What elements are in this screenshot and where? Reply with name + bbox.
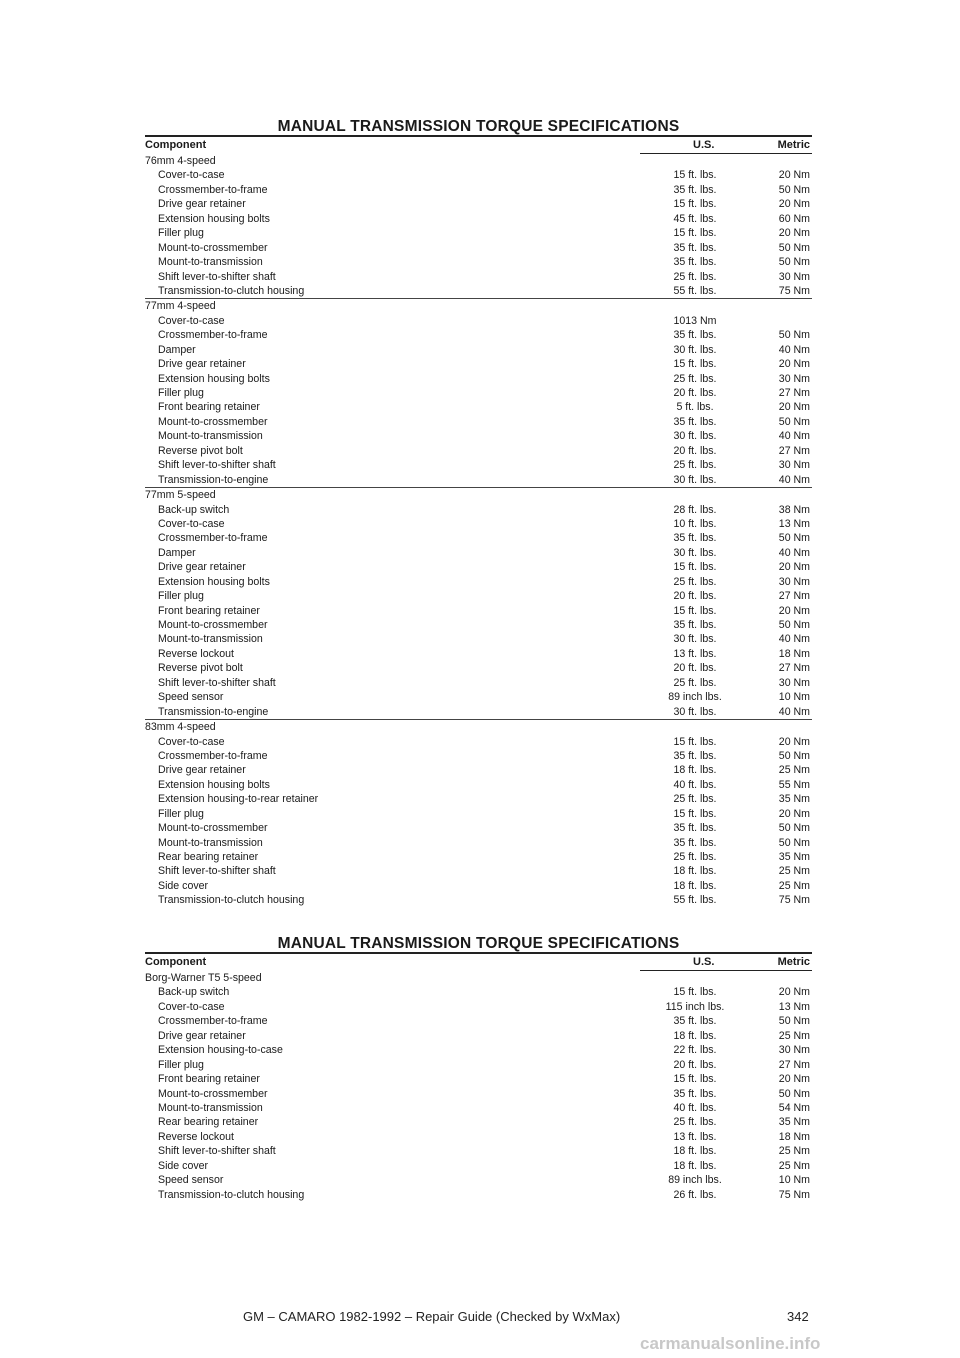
table-row (145, 632, 812, 646)
table-row (145, 575, 812, 589)
component-cell: Drive gear retainer (158, 198, 246, 211)
table-row (145, 705, 812, 719)
table-title: MANUAL TRANSMISSION TORQUE SPECIFICATIONS (277, 935, 680, 952)
component-cell: Cover-to-case (158, 314, 225, 327)
column-header-row (145, 135, 812, 154)
metric-value-cell: 40 Nm (778, 343, 810, 356)
metric-value-cell: 25 Nm (778, 865, 810, 878)
table-row (145, 517, 812, 531)
component-cell: Transmission-to-engine (158, 705, 269, 718)
us-value-cell: 15 ft. lbs. (673, 986, 717, 999)
us-value-cell: 20 ft. lbs. (673, 590, 717, 603)
us-value-cell: 15 ft. lbs. (673, 169, 717, 182)
metric-value-cell: 55 Nm (778, 778, 810, 791)
component-cell: Drive gear retainer (158, 764, 246, 777)
component-cell: Speed sensor (158, 691, 224, 704)
metric-value-cell: 50 Nm (778, 749, 810, 762)
metric-value-cell: 27 Nm (778, 662, 810, 675)
table-row (145, 270, 812, 284)
us-value-cell: 18 ft. lbs. (673, 1159, 717, 1172)
metric-value-cell: 60 Nm (778, 212, 810, 225)
component-cell: Cover-to-case (158, 517, 225, 530)
column-header-component: Component (145, 956, 207, 968)
group-heading-row (145, 720, 812, 734)
us-value-cell: 115 inch lbs. (665, 1000, 725, 1013)
us-value-cell: 25 ft. lbs. (673, 793, 717, 806)
component-cell: Front bearing retainer (158, 1073, 260, 1086)
component-cell: Transmission-to-clutch housing (158, 894, 305, 907)
table-row (145, 864, 812, 878)
us-value-cell: 15 ft. lbs. (673, 735, 717, 748)
us-value-cell: 40 ft. lbs. (673, 778, 717, 791)
table-row (145, 749, 812, 763)
table-row (145, 1101, 812, 1115)
table-row (145, 1115, 812, 1129)
metric-value-cell: 20 Nm (778, 1073, 810, 1086)
us-value-cell: 45 ft. lbs. (673, 212, 717, 225)
group-heading: 77mm 4-speed (145, 300, 216, 313)
us-value-cell: 25 ft. lbs. (673, 851, 717, 863)
component-cell: Extension housing bolts (158, 372, 270, 385)
table-row (145, 1014, 812, 1028)
us-value-cell: 35 ft. lbs. (673, 241, 717, 254)
us-value-cell: 35 ft. lbs. (673, 822, 717, 835)
table-row (145, 1029, 812, 1043)
spec-group (145, 719, 812, 908)
table-row (145, 328, 812, 342)
us-value-cell: 25 ft. lbs. (673, 270, 717, 283)
group-heading-row (145, 299, 812, 313)
metric-value-cell: 50 Nm (778, 1087, 810, 1100)
component-cell: Drive gear retainer (158, 358, 246, 371)
table-row (145, 255, 812, 269)
metric-value-cell: 20 Nm (778, 735, 810, 748)
us-value-cell: 35 ft. lbs. (673, 1087, 717, 1100)
component-cell: Extension housing-to-rear retainer (158, 793, 319, 806)
table-row (145, 400, 812, 414)
component-cell: Filler plug (158, 807, 204, 820)
metric-value-cell: 27 Nm (778, 444, 810, 457)
component-cell: Rear bearing retainer (158, 851, 259, 863)
us-value-cell: 35 ft. lbs. (673, 836, 717, 849)
watermark: carmanualsonline.info (640, 1334, 821, 1353)
table-row (145, 226, 812, 240)
metric-value-cell: 50 Nm (778, 329, 810, 342)
component-cell: Speed sensor (158, 1174, 224, 1187)
component-cell: Cover-to-case (158, 1000, 225, 1013)
component-cell: Crossmember-to-frame (158, 183, 268, 196)
table-row (145, 1144, 812, 1158)
component-cell: Mount-to-crossmember (158, 822, 268, 835)
us-value-cell: 18 ft. lbs. (673, 1029, 717, 1042)
spec-group (145, 487, 812, 719)
table-row (145, 1159, 812, 1173)
component-cell: Extension housing bolts (158, 212, 270, 225)
spec-group (145, 298, 812, 487)
us-value-cell: 10 ft. lbs. (673, 517, 717, 530)
component-cell: Shift lever-to-shifter shaft (158, 270, 276, 283)
metric-value-cell: 75 Nm (778, 894, 810, 907)
column-header-component: Component (145, 139, 207, 151)
metric-value-cell: 25 Nm (778, 879, 810, 892)
group-heading-row (145, 971, 812, 985)
us-value-cell: 20 ft. lbs. (673, 1058, 717, 1071)
component-cell: Rear bearing retainer (158, 1116, 259, 1129)
us-value-cell: 89 inch lbs. (668, 1174, 722, 1187)
table-row (145, 1000, 812, 1014)
us-value-cell: 35 ft. lbs. (673, 415, 717, 428)
component-cell: Filler plug (158, 1058, 204, 1071)
component-cell: Mount-to-transmission (158, 836, 263, 849)
us-value-cell: 30 ft. lbs. (673, 430, 717, 443)
metric-value-cell: 40 Nm (778, 430, 810, 443)
us-value-cell: 30 ft. lbs. (673, 546, 717, 559)
component-cell: Transmission-to-engine (158, 473, 269, 486)
metric-value-cell: 20 Nm (778, 358, 810, 371)
table-row (145, 284, 812, 298)
table-row (145, 473, 812, 487)
column-header-us: U.S. (693, 139, 715, 151)
component-cell: Extension housing-to-case (158, 1044, 283, 1057)
component-cell: Cover-to-case (158, 735, 225, 748)
metric-value-cell: 13 Nm (778, 517, 810, 530)
torque-table-2 (145, 935, 812, 1202)
group-heading-row (145, 488, 812, 502)
table-row (145, 415, 812, 429)
group-heading: 76mm 4-speed (145, 155, 216, 167)
us-value-cell: 25 ft. lbs. (673, 575, 717, 588)
metric-value-cell: 20 Nm (778, 401, 810, 414)
table-row (145, 618, 812, 632)
us-value-cell: 22 ft. lbs. (673, 1044, 717, 1057)
column-header-metric: Metric (777, 956, 810, 968)
metric-value-cell: 27 Nm (778, 387, 810, 399)
us-value-cell: 30 ft. lbs. (673, 343, 717, 356)
component-cell: Drive gear retainer (158, 561, 246, 574)
component-cell: Transmission-to-clutch housing (158, 284, 305, 297)
metric-value-cell: 75 Nm (778, 284, 810, 297)
table-row (145, 879, 812, 893)
metric-value-cell: 10 Nm (778, 691, 810, 704)
table-row (145, 821, 812, 835)
table-row (145, 690, 812, 704)
us-value-cell: 15 ft. lbs. (673, 1073, 717, 1086)
table-title: MANUAL TRANSMISSION TORQUE SPECIFICATIONS (277, 118, 680, 135)
metric-value-cell: 30 Nm (778, 575, 810, 588)
us-value-cell: 35 ft. lbs. (673, 1015, 717, 1028)
table-row (145, 792, 812, 806)
component-cell: Mount-to-crossmember (158, 415, 268, 428)
metric-value-cell: 50 Nm (778, 836, 810, 849)
spec-group (145, 154, 812, 298)
us-value-cell: 35 ft. lbs. (673, 329, 717, 342)
table-row (145, 807, 812, 821)
table-row (145, 168, 812, 182)
component-cell: Damper (158, 546, 196, 559)
metric-value-cell: 35 Nm (778, 851, 810, 863)
us-value-cell: 25 ft. lbs. (673, 372, 717, 385)
table-row (145, 429, 812, 443)
metric-value-cell: 25 Nm (778, 1159, 810, 1172)
metric-value-cell: 20 Nm (778, 604, 810, 617)
metric-value-cell: 50 Nm (778, 256, 810, 269)
table-row (145, 386, 812, 400)
metric-value-cell: 30 Nm (778, 270, 810, 283)
table-row (145, 1130, 812, 1144)
component-cell: Extension housing bolts (158, 778, 270, 791)
component-cell: Reverse pivot bolt (158, 444, 243, 457)
component-cell: Front bearing retainer (158, 401, 260, 414)
table-row (145, 343, 812, 357)
us-value-cell: 35 ft. lbs. (673, 619, 717, 631)
metric-value-cell: 20 Nm (778, 198, 810, 211)
group-heading: 83mm 4-speed (145, 721, 216, 734)
table-row (145, 661, 812, 675)
table-row (145, 1058, 812, 1072)
us-value-cell: 18 ft. lbs. (673, 764, 717, 777)
table-row (145, 1188, 812, 1202)
table-row (145, 763, 812, 777)
component-cell: Side cover (158, 1159, 209, 1172)
component-cell: Filler plug (158, 590, 204, 603)
component-cell: Shift lever-to-shifter shaft (158, 1145, 276, 1158)
component-cell: Mount-to-crossmember (158, 1087, 268, 1100)
component-cell: Crossmember-to-frame (158, 749, 268, 762)
table-row (145, 1173, 812, 1187)
metric-value-cell: 25 Nm (778, 1145, 810, 1158)
table-row (145, 531, 812, 545)
metric-value-cell: 54 Nm (778, 1101, 810, 1114)
metric-value-cell: 30 Nm (778, 1044, 810, 1057)
us-value-cell: 15 ft. lbs. (673, 807, 717, 820)
metric-value-cell: 50 Nm (778, 1015, 810, 1028)
us-value-cell: 15 ft. lbs. (673, 561, 717, 574)
table-row (145, 836, 812, 850)
table-row (145, 1087, 812, 1101)
metric-value-cell: 35 Nm (778, 1116, 810, 1129)
component-cell: Crossmember-to-frame (158, 1015, 268, 1028)
component-cell: Side cover (158, 879, 209, 892)
metric-value-cell: 40 Nm (778, 705, 810, 718)
metric-value-cell: 38 Nm (778, 503, 810, 516)
metric-value-cell: 30 Nm (778, 676, 810, 689)
page-number: 342 (787, 1309, 809, 1324)
component-cell: Damper (158, 343, 196, 356)
table-row (145, 458, 812, 472)
metric-value-cell: 40 Nm (778, 546, 810, 559)
component-cell: Reverse pivot bolt (158, 662, 243, 675)
metric-value-cell: 20 Nm (778, 807, 810, 820)
table-row (145, 985, 812, 999)
us-value-cell: 18 ft. lbs. (673, 865, 717, 878)
us-value-cell: 40 ft. lbs. (673, 1101, 717, 1114)
component-cell: Shift lever-to-shifter shaft (158, 676, 276, 689)
component-cell: Back-up switch (158, 503, 230, 516)
us-value-cell: 20 ft. lbs. (673, 662, 717, 675)
metric-value-cell: 20 Nm (778, 986, 810, 999)
table-row (145, 197, 812, 211)
us-value-cell: 28 ft. lbs. (673, 503, 717, 516)
metric-value-cell: 25 Nm (778, 764, 810, 777)
table-row (145, 357, 812, 371)
metric-value-cell: 20 Nm (778, 561, 810, 574)
us-value-cell: 15 ft. lbs. (673, 604, 717, 617)
metric-value-cell: 50 Nm (778, 532, 810, 545)
group-heading-row (145, 154, 812, 168)
group-heading: 77mm 5-speed (145, 489, 216, 502)
footer-title: GM – CAMARO 1982-1992 – Repair Guide (Checked by WxMax) (243, 1309, 621, 1324)
component-cell: Filler plug (158, 227, 204, 240)
component-cell: Reverse lockout (158, 647, 234, 660)
metric-value-cell: 27 Nm (778, 1058, 810, 1071)
component-cell: Transmission-to-clutch housing (158, 1188, 305, 1201)
table-row (145, 183, 812, 197)
table-row (145, 314, 812, 328)
component-cell: Shift lever-to-shifter shaft (158, 865, 276, 878)
metric-value-cell: 18 Nm (778, 647, 810, 660)
component-cell: Mount-to-crossmember (158, 619, 268, 631)
metric-value-cell: 40 Nm (778, 473, 810, 486)
us-value-cell: 55 ft. lbs. (673, 894, 717, 907)
component-cell: Cover-to-case (158, 169, 225, 182)
metric-value-cell: 25 Nm (778, 1029, 810, 1042)
component-cell: Reverse lockout (158, 1130, 234, 1143)
metric-value-cell: 50 Nm (778, 183, 810, 196)
us-value-cell: 30 ft. lbs. (673, 473, 717, 486)
component-cell: Filler plug (158, 387, 204, 399)
table-row (145, 241, 812, 255)
component-cell: Drive gear retainer (158, 1029, 246, 1042)
component-cell: Extension housing bolts (158, 575, 270, 588)
component-cell: Back-up switch (158, 986, 230, 999)
us-value-cell: 89 inch lbs. (668, 691, 722, 704)
metric-value-cell: 20 Nm (778, 169, 810, 182)
table-row (145, 778, 812, 792)
table-row (145, 735, 812, 749)
table-row (145, 589, 812, 603)
metric-value-cell: 10 Nm (778, 1174, 810, 1187)
component-cell: Crossmember-to-frame (158, 532, 268, 545)
us-value-cell: 25 ft. lbs. (673, 459, 717, 472)
metric-value-cell: 30 Nm (778, 372, 810, 385)
us-value-cell: 15 ft. lbs. (673, 227, 717, 240)
table-row (145, 604, 812, 618)
table-row (145, 372, 812, 386)
us-value-cell: 35 ft. lbs. (673, 749, 717, 762)
us-value-cell: 13 ft. lbs. (673, 1130, 717, 1143)
metric-value-cell: 50 Nm (778, 241, 810, 254)
table-row (145, 444, 812, 458)
us-value-cell: 35 ft. lbs. (673, 532, 717, 545)
us-value-cell: 18 ft. lbs. (673, 1145, 717, 1158)
table-row (145, 647, 812, 661)
table-row (145, 212, 812, 226)
us-value-cell: 20 ft. lbs. (673, 444, 717, 457)
column-header-row (145, 952, 812, 971)
us-value-cell: 25 ft. lbs. (673, 676, 717, 689)
metric-value-cell: 75 Nm (778, 1188, 810, 1201)
us-value-cell: 30 ft. lbs. (673, 705, 717, 718)
spec-group (145, 971, 812, 1202)
component-cell: Front bearing retainer (158, 604, 260, 617)
table-row (145, 1072, 812, 1086)
component-cell: Crossmember-to-frame (158, 329, 268, 342)
table-row (145, 850, 812, 864)
metric-value-cell: 20 Nm (778, 227, 810, 240)
metric-value-cell: 13 Nm (778, 1000, 810, 1013)
us-value-cell: 15 ft. lbs. (673, 198, 717, 211)
metric-value-cell: 18 Nm (778, 1130, 810, 1143)
component-cell: Mount-to-crossmember (158, 241, 268, 254)
column-header-us: U.S. (693, 956, 715, 968)
us-value-cell: 1013 Nm (673, 314, 717, 327)
metric-value-cell: 50 Nm (778, 415, 810, 428)
metric-value-cell: 40 Nm (778, 633, 810, 646)
us-value-cell: 26 ft. lbs. (673, 1188, 717, 1201)
table-row (145, 1043, 812, 1057)
component-cell: Shift lever-to-shifter shaft (158, 459, 276, 472)
table-row (145, 893, 812, 907)
us-value-cell: 18 ft. lbs. (673, 879, 717, 892)
us-value-cell: 25 ft. lbs. (673, 1116, 717, 1129)
us-value-cell: 13 ft. lbs. (673, 647, 717, 660)
us-value-cell: 5 ft. lbs. (676, 401, 714, 414)
torque-table-1 (145, 118, 812, 908)
metric-value-cell: 50 Nm (778, 822, 810, 835)
component-cell: Mount-to-transmission (158, 1101, 263, 1114)
table-row (145, 676, 812, 690)
column-header-metric: Metric (777, 139, 810, 151)
us-value-cell: 55 ft. lbs. (673, 284, 717, 297)
us-value-cell: 35 ft. lbs. (673, 256, 717, 269)
component-cell: Mount-to-transmission (158, 633, 263, 646)
table-row (145, 546, 812, 560)
component-cell: Mount-to-transmission (158, 430, 263, 443)
metric-value-cell: 50 Nm (778, 619, 810, 631)
metric-value-cell: 27 Nm (778, 590, 810, 603)
metric-value-cell: 30 Nm (778, 459, 810, 472)
us-value-cell: 20 ft. lbs. (673, 387, 717, 399)
table-row (145, 503, 812, 517)
group-heading: Borg-Warner T5 5-speed (145, 972, 262, 984)
component-cell: Mount-to-transmission (158, 256, 263, 269)
us-value-cell: 30 ft. lbs. (673, 633, 717, 646)
us-value-cell: 15 ft. lbs. (673, 358, 717, 371)
us-value-cell: 35 ft. lbs. (673, 183, 717, 196)
metric-value-cell: 35 Nm (778, 793, 810, 806)
table-row (145, 560, 812, 574)
